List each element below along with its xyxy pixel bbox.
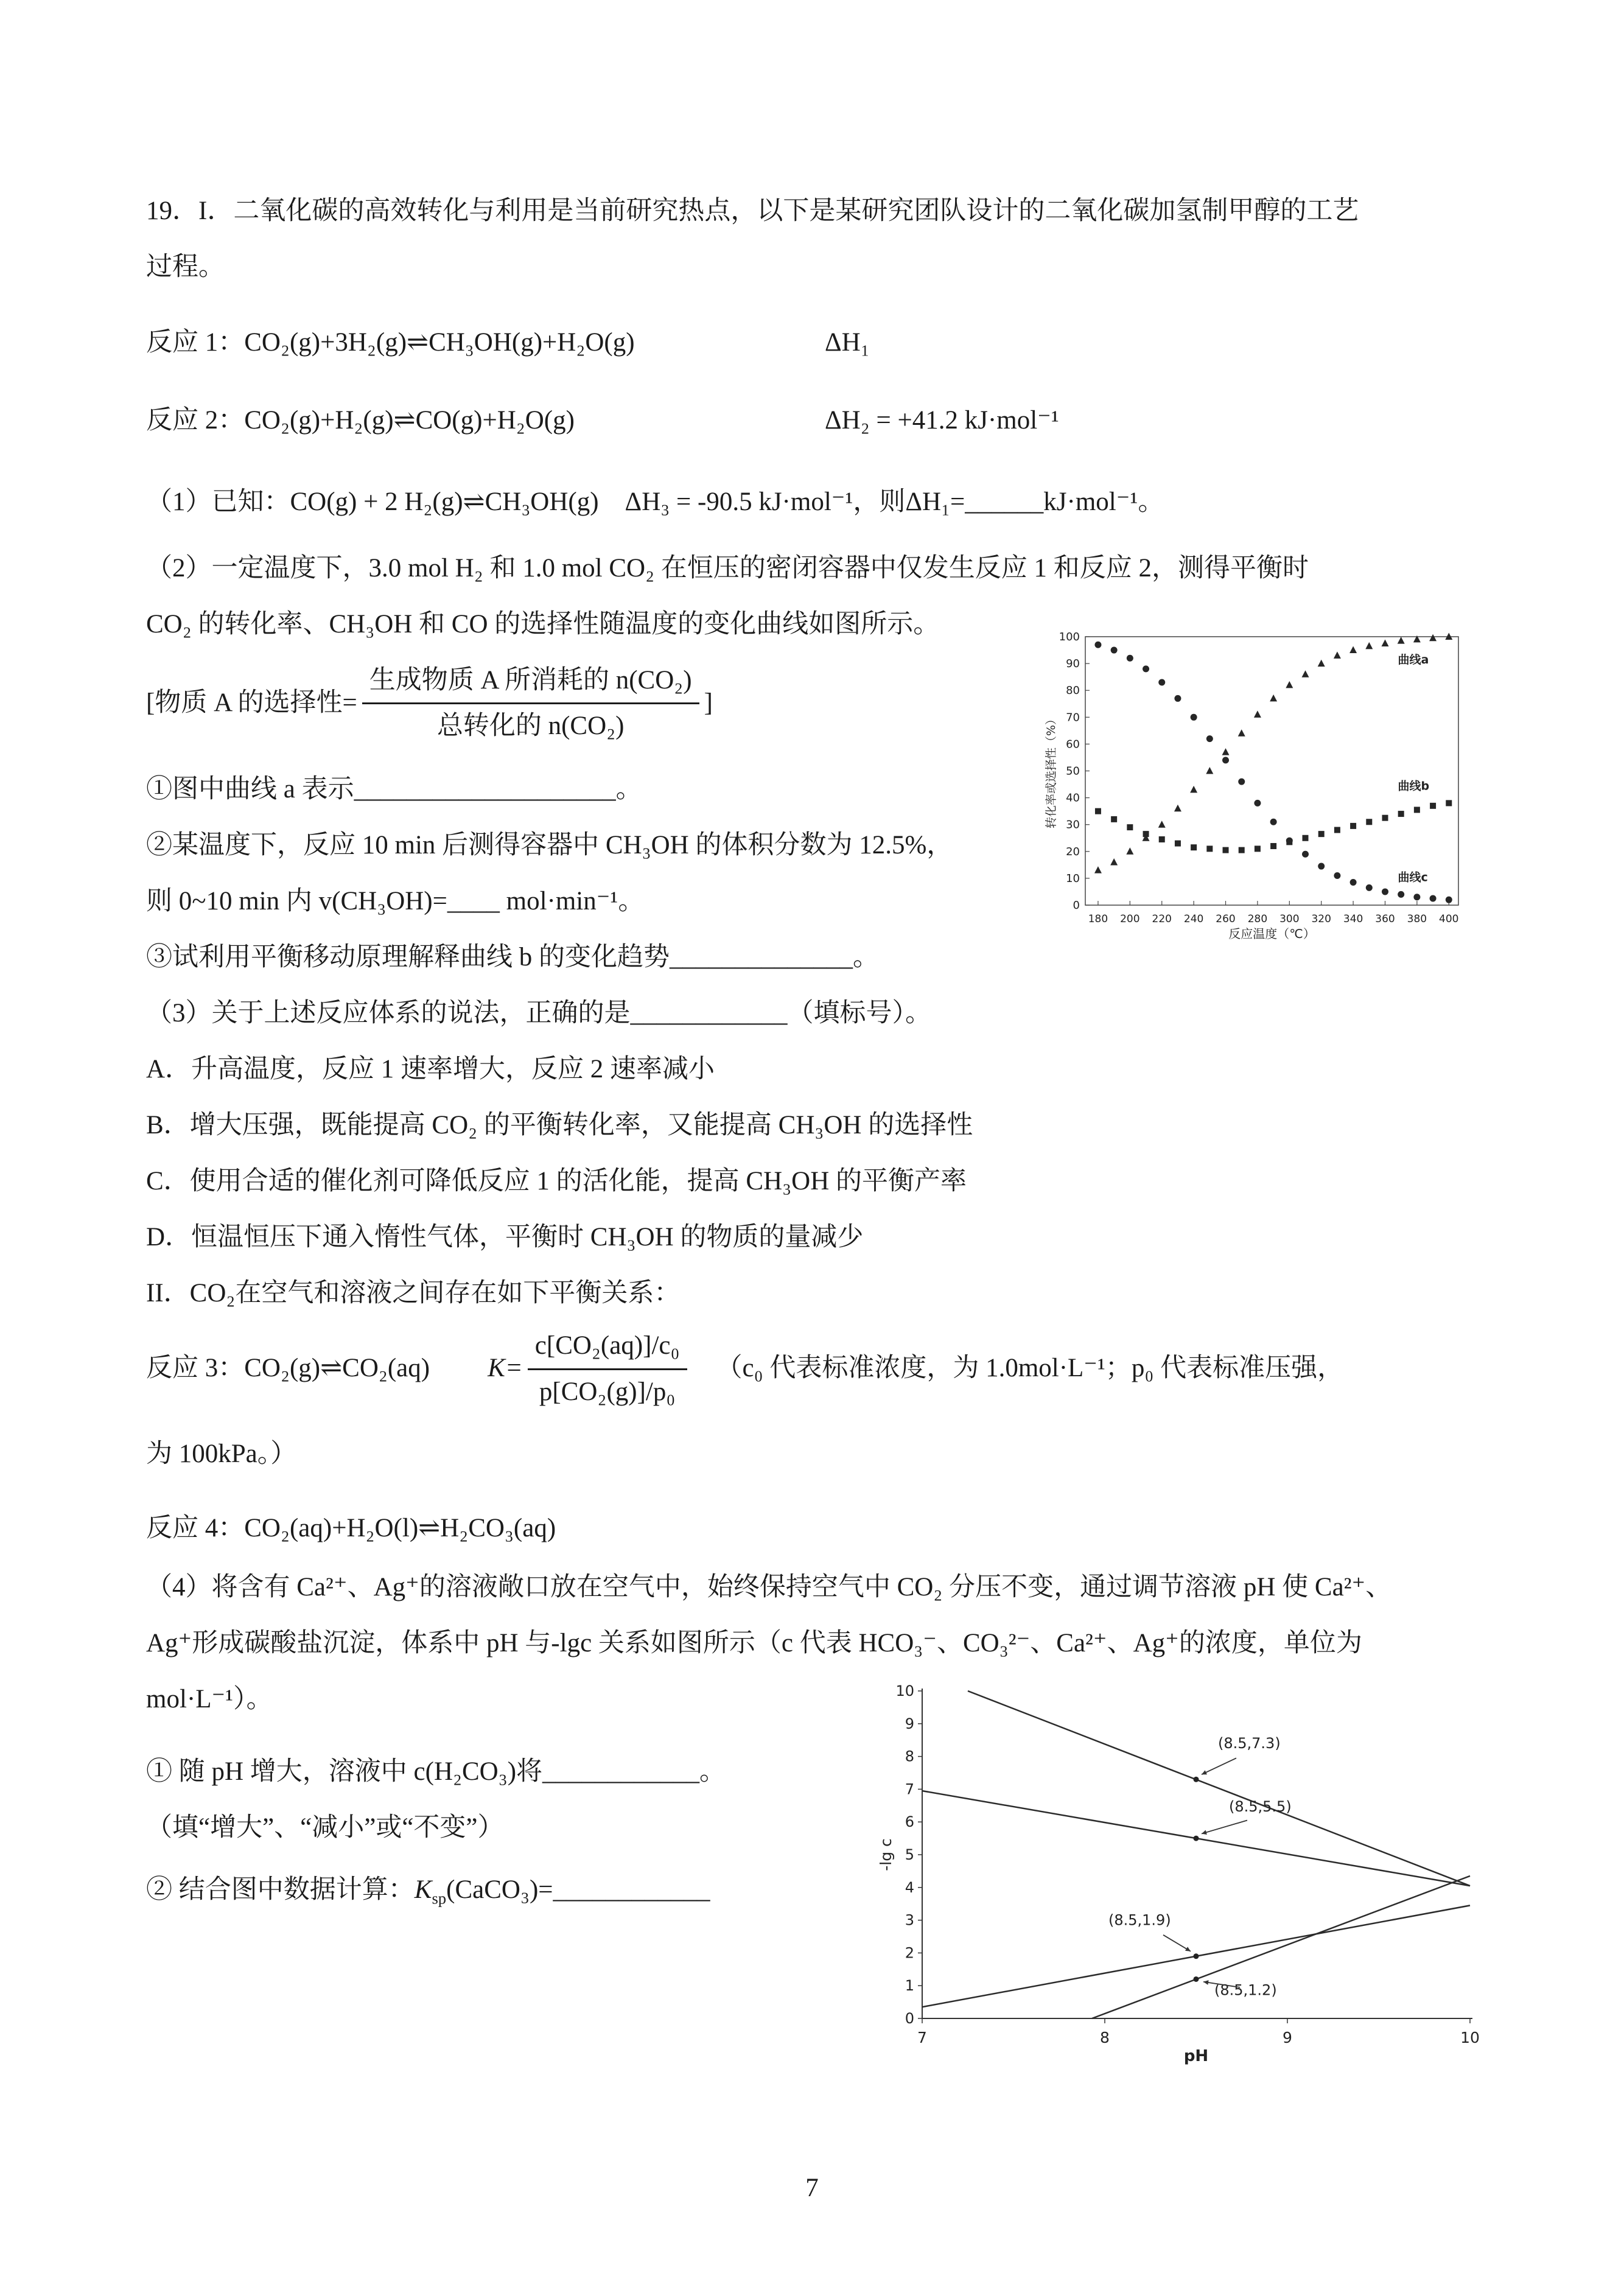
k-numerator: c[CO₂(aq)]/c₀ [528, 1326, 687, 1370]
q19-part3-question: （3）关于上述反应体系的说法，正确的是____________（填标号）。 [146, 999, 931, 1028]
svg-text:1: 1 [905, 1977, 914, 1995]
svg-text:20: 20 [1066, 845, 1080, 858]
ph-line-3 [1092, 1876, 1470, 2018]
q19-part2-line2: CO₂ 的转化率、CH₃OH 和 CO 的选择性随温度的变化曲线如图所示。 [146, 610, 940, 639]
svg-text:4: 4 [905, 1878, 914, 1896]
temperature-chart-svg [1044, 627, 1467, 947]
svg-text:260: 260 [1216, 913, 1236, 925]
selectivity-denominator: 总转化的 n(CO₂) [436, 712, 625, 741]
svg-text:30: 30 [1066, 818, 1080, 831]
q19-part4-sub1-note: （填“增大”、“减小”或“不变”） [146, 1813, 504, 1842]
svg-text:0: 0 [1073, 899, 1080, 912]
ph-lgc-chart [877, 1679, 1491, 2071]
svg-text:9: 9 [905, 1715, 914, 1732]
reaction-2-enthalpy: ΔH₂ = +41.2 kJ·mol⁻¹ [825, 406, 1059, 435]
svg-text:8: 8 [905, 1748, 914, 1765]
svg-text:6: 6 [905, 1813, 914, 1831]
q19-part2-line1: （2）一定温度下，3.0 mol H₂ 和 1.0 mol CO₂ 在恒压的密闭容器中仅发生反应 1 和反应 2，测得平衡时 [146, 554, 1309, 583]
q19-part3-optionD: D．恒温恒压下通入惰性气体，平衡时 CH₃OH 的物质的量减少 [146, 1223, 864, 1252]
svg-text:7: 7 [905, 1780, 914, 1798]
svg-text:7: 7 [917, 2029, 927, 2046]
svg-text:(8.5,1.9): (8.5,1.9) [1108, 1911, 1171, 1929]
svg-text:曲线a: 曲线a [1398, 653, 1429, 667]
reaction-1 [146, 315, 1497, 371]
svg-text:220: 220 [1152, 913, 1172, 925]
svg-text:0: 0 [905, 2010, 914, 2027]
svg-text:曲线b: 曲线b [1398, 779, 1430, 793]
svg-text:180: 180 [1088, 913, 1108, 925]
reaction-1-equation: 反应 1：CO₂(g)+3H₂(g)⇌CH₃OH(g)+H₂O(g) [146, 328, 635, 357]
svg-text:70: 70 [1066, 711, 1080, 724]
svg-text:240: 240 [1183, 913, 1204, 925]
svg-text:转化率或选择性（%）: 转化率或选择性（%） [1045, 713, 1058, 829]
reaction-2-equation: 反应 2：CO₂(g)+H₂(g)⇌CO(g)+H₂O(g) [146, 406, 575, 435]
svg-text:360: 360 [1375, 913, 1395, 925]
q19-part1: （1）已知：CO(g) + 2 H₂(g)⇌CH₃OH(g) ΔH₃ = -90.5 kJ·mol⁻¹，则ΔH₁=______kJ·mol⁻¹。 [146, 488, 1164, 516]
equilibrium-constant-symbol: K= [488, 1353, 523, 1382]
q19-intro-line1: 19．I．二氧化碳的高效转化与利用是当前研究热点，以下是某研究团队设计的二氧化碳加氢制甲醇的工艺 [146, 197, 1359, 225]
question-19-body [146, 183, 1497, 1926]
svg-text:2: 2 [905, 1944, 914, 1962]
selectivity-rbracket: ] [704, 688, 713, 717]
svg-text:8: 8 [1100, 2029, 1110, 2046]
svg-text:200: 200 [1120, 913, 1140, 925]
ksp-value-blank: (CaCO₃)=____________ [446, 1875, 710, 1904]
svg-text:10: 10 [1066, 872, 1080, 885]
selectivity-lhs: [物质 A 的选择性= [146, 688, 357, 717]
svg-text:(8.5,5.5): (8.5,5.5) [1229, 1797, 1292, 1815]
q19-part4-line1: （4）将含有 Ca²⁺、Ag⁺的溶液敞口放在空气中，始终保持空气中 CO₂ 分压不变，通过调节溶液 pH 使 Ca²⁺、 [146, 1572, 1392, 1601]
svg-text:(8.5,1.2): (8.5,1.2) [1214, 1981, 1277, 1999]
svg-text:pH: pH [1183, 2047, 1209, 2065]
ksp-subscript: sp [432, 1889, 447, 1908]
equilibrium-constant-fraction [528, 1326, 687, 1410]
q19-part4-line3: mol·L⁻¹）。 [146, 1684, 273, 1713]
svg-text:100: 100 [1059, 631, 1080, 643]
q19-part2-sub3: ③试利用平衡移动原理解释曲线 b 的变化趋势______________。 [146, 943, 879, 972]
svg-text:40: 40 [1066, 791, 1080, 805]
svg-text:-lg c: -lg c [877, 1838, 895, 1871]
k-note-line2: 为 100kPa。） [146, 1439, 297, 1468]
ksp-prompt: ② 结合图中数据计算： [146, 1875, 415, 1904]
temperature-chart-plot [1045, 631, 1459, 941]
q19-intro-line2: 过程。 [146, 253, 225, 281]
svg-text:9: 9 [1283, 2029, 1292, 2046]
q19-part4-line2: Ag⁺形成碳酸盐沉淀，体系中 pH 与-lgc 关系如图所示（c 代表 HCO₃⁻、CO₃²⁻、Ca²⁺、Ag⁺的浓度，单位为 [146, 1628, 1362, 1657]
svg-text:10: 10 [895, 1682, 914, 1699]
svg-text:曲线c: 曲线c [1398, 870, 1428, 884]
q19-sectionII: II．CO₂在空气和溶液之间存在如下平衡关系： [146, 1279, 681, 1308]
svg-text:300: 300 [1279, 913, 1300, 925]
reaction-4: 反应 4：CO₂(aq)+H₂O(l)⇌H₂CO₃(aq) [146, 1513, 556, 1542]
ph-chart-plot [877, 1682, 1480, 2065]
selectivity-fraction [362, 661, 699, 744]
q19-part2-sub1: ①图中曲线 a 表示____________________。 [146, 775, 642, 804]
svg-text:反应温度（℃）: 反应温度（℃） [1228, 926, 1315, 941]
svg-text:380: 380 [1407, 913, 1427, 925]
k-denominator: p[CO₂(g)]/p₀ [539, 1377, 676, 1406]
svg-text:50: 50 [1066, 765, 1080, 778]
series-曲线c [1094, 642, 1452, 903]
svg-text:60: 60 [1066, 738, 1080, 751]
k-note-line1: （c₀ 代表标准浓度，为 1.0mol·L⁻¹；p₀ 代表标准压强， [716, 1353, 1344, 1382]
series-曲线b [1095, 800, 1452, 853]
page-number: 7 [805, 2174, 819, 2202]
svg-text:(8.5,7.3): (8.5,7.3) [1218, 1735, 1281, 1752]
svg-text:80: 80 [1066, 684, 1080, 698]
svg-text:3: 3 [905, 1911, 914, 1929]
temperature-selectivity-chart [1044, 627, 1467, 950]
svg-text:280: 280 [1247, 913, 1268, 925]
svg-text:90: 90 [1066, 657, 1080, 671]
q19-part2-sub2-line2: 则 0~10 min 内 v(CH₃OH)=____ mol·min⁻¹。 [146, 887, 645, 916]
svg-text:340: 340 [1343, 913, 1363, 925]
ph-chart-svg [877, 1679, 1491, 2068]
svg-text:5: 5 [905, 1846, 914, 1863]
q19-part3-optionA: A．升高温度，反应 1 速率增大，反应 2 速率减小 [146, 1055, 715, 1084]
reaction-1-enthalpy: ΔH₁ [825, 328, 870, 357]
reaction-3-row [146, 1326, 1497, 1410]
q19-part3-optionB: B．增大压强，既能提高 CO₂ 的平衡转化率，又能提高 CH₃OH 的选择性 [146, 1111, 973, 1140]
selectivity-numerator: 生成物质 A 所消耗的 n(CO₂) [362, 661, 699, 704]
ksp-symbol: K [414, 1875, 432, 1904]
reaction-2 [146, 393, 1497, 449]
reaction-3-equation: 反应 3：CO₂(g)⇌CO₂(aq) [146, 1353, 430, 1382]
svg-text:400: 400 [1439, 913, 1459, 925]
svg-text:320: 320 [1311, 913, 1331, 925]
q19-part3-optionC: C．使用合适的催化剂可降低反应 1 的活化能，提高 CH₃OH 的平衡产率 [146, 1167, 967, 1196]
q19-part4-sub1: ① 随 pH 增大，溶液中 c(H₂CO₃)将____________。 [146, 1757, 726, 1786]
q19-part2-sub2-line1: ②某温度下，反应 10 min 后测得容器中 CH₃OH 的体积分数为 12.5%， [146, 831, 953, 860]
ph-line-0 [968, 1691, 1470, 1886]
svg-text:10: 10 [1460, 2029, 1480, 2046]
